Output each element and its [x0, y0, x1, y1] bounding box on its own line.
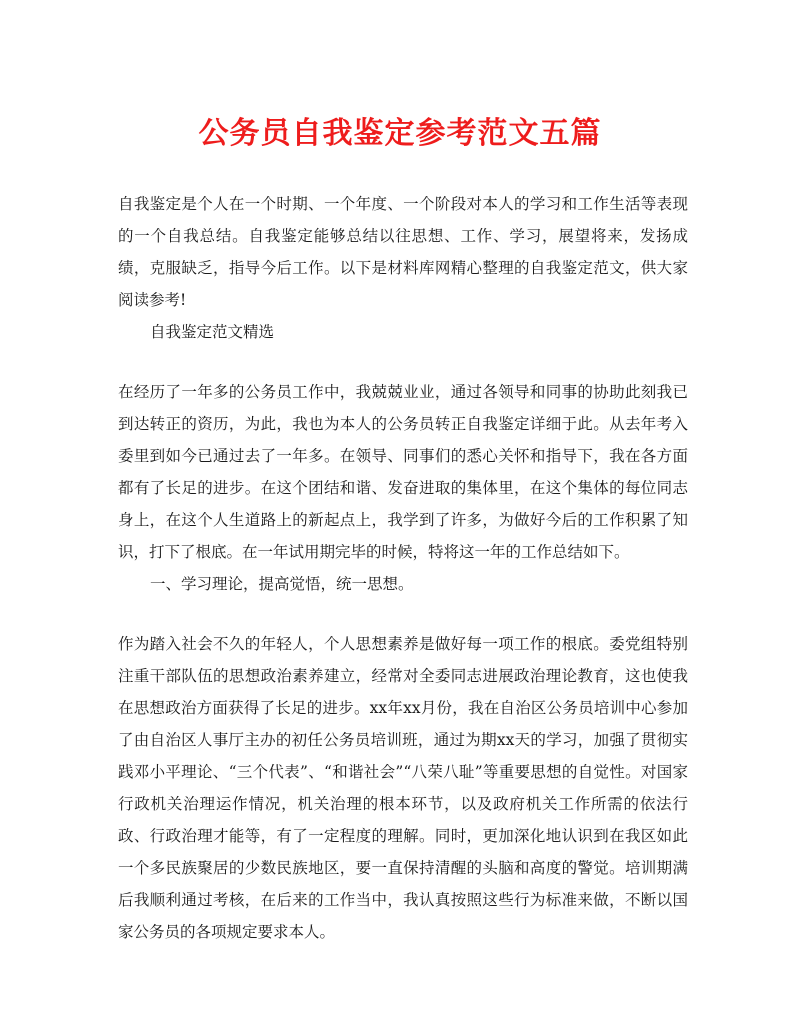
body-paragraph-1: 在经历了一年多的公务员工作中，我兢兢业业，通过各领导和同事的协助此刻我已到达转正的资历，为此，我也为本人的公务员转正自我鉴定详细于此。从去年考入委里到如今已通过去了一年多。在领导、同事们的悉心关怀和指导下，我在各方面都有了长足的进步。在这个团结和谐、发奋进取的集体里，在这个集体的每位同志身上，在这个人生道路上的新起点上，我学到了许多，为做好今后的工作积累了知识，打下了根底。在一年试用期完毕的时候，特将这一年的工作总结如下。 — [118, 383, 688, 561]
body-paragraph-2: 作为踏入社会不久的年轻人，个人思想素养是做好每一项工作的根底。委党组特别注重干部队伍的思想政治素养建立，经常对全委同志进展政治理论教育，这也使我在思想政治方面获得了长足的进步。xx年xx月份，我在自治区公务员培训中心参加了由自治区人事厅主办的初任公务员培训班，通过为期xx天的学习，加强了贯彻实践邓小平理论、“三个代表”、“和谐社会”“八荣八耻”等重要思想的自觉性。对国家行政机关治理运作情况，机关治理的根本环节，以及政府机关工作所需的依法行政、行政治理才能等，有了一定程度的理解。同时，更加深化地认识到在我区如此一个多民族聚居的少数民族地区，要一直保持清醒的头脑和高度的警觉。培训期满后我顺利通过考核，在后来的工作当中，我认真按照这些行为标准来做，不断以国家公务员的各项规定要求本人。 — [118, 635, 688, 941]
subheading: 自我鉴定范文精选 — [150, 323, 275, 341]
intro-paragraph: 自我鉴定是个人在一个时期、一个年度、一个阶段对本人的学习和工作生活等表现的一个自我总结。自我鉴定能够总结以往思想、工作、学习，展望将来，发扬成绩，克服缺乏，指导今后工作。以下是材料库网精心整理的自我鉴定范文，供大家阅读参考! — [118, 195, 688, 309]
document-title: 公务员自我鉴定参考范文五篇 — [198, 116, 602, 151]
section-heading-1: 一、学习理论，提高觉悟，统一思想。 — [150, 575, 414, 593]
